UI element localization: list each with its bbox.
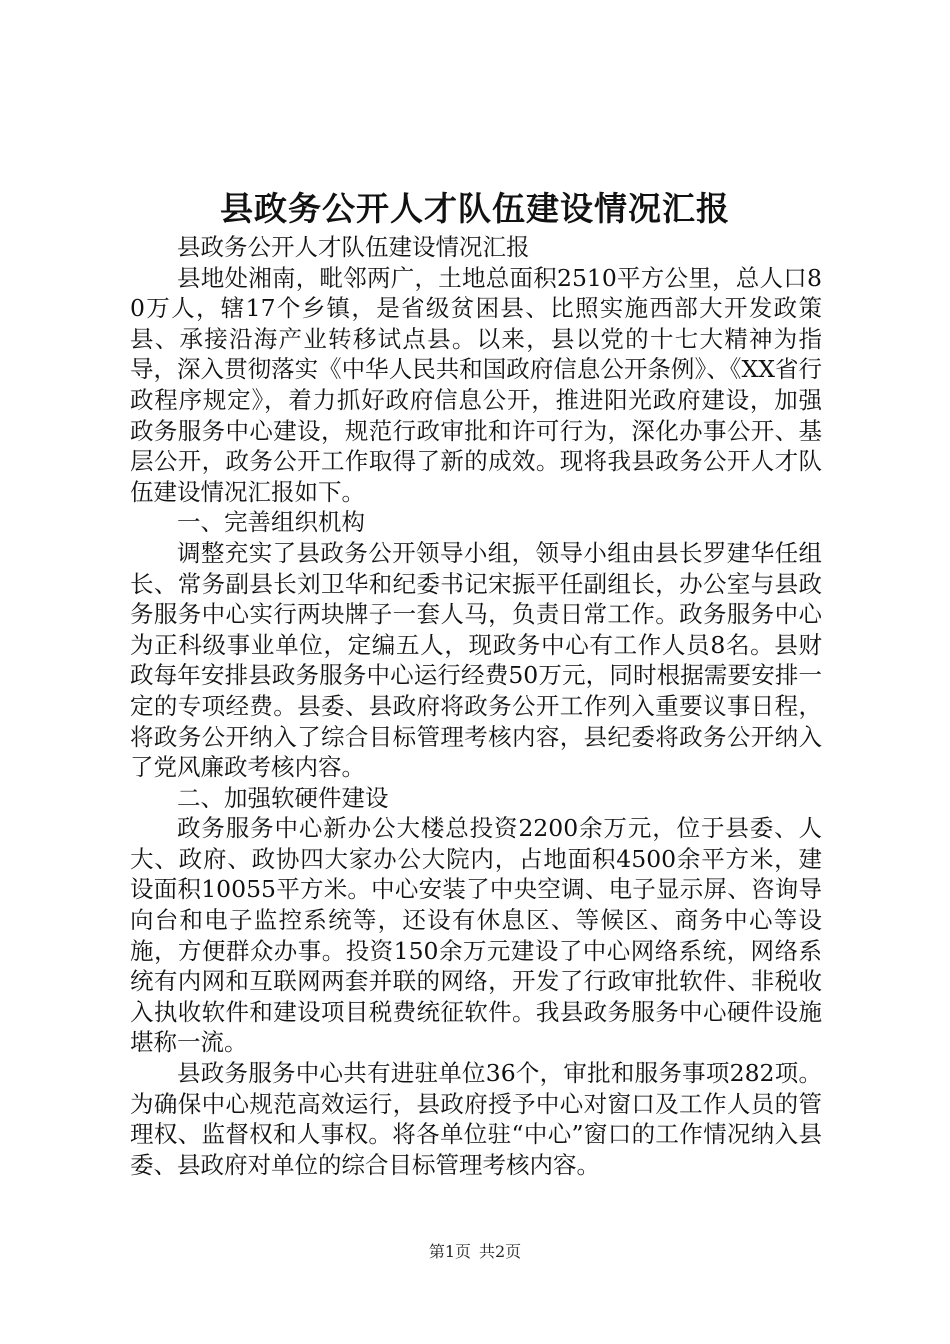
- page-total: 共2页: [479, 1242, 522, 1261]
- page-footer: [0, 1241, 950, 1263]
- document-title: 县政务公开人才队伍建设情况汇报: [220, 189, 730, 228]
- page-number: 第1页: [428, 1242, 471, 1261]
- section-heading-2: 二、加强软硬件建设: [177, 783, 389, 812]
- paragraph-service-center: 县政务服务中心共有进驻单位36个，审批和服务事项282项。为确保中心规范高效运行，县政府授予中心对窗口及工作人员的管理权、监督权和人事权。将各单位驻“中心”窗口的工作情况纳入县委、县政府对单位的综合目标管理考核内容。: [130, 1059, 822, 1179]
- document-body: [130, 232, 822, 1180]
- paragraph-intro: 县地处湘南，毗邻两广，土地总面积2510平方公里，总人口80万人，辖17个乡镇，是省级贫困县、比照实施西部大开发政策县、承接沿海产业转移试点县。以来，县以党的十七大精神为指导，深入贯彻落实《中华人民共和国政府信息公开条例》、《XX省行政程序规定》，着力抓好政府信息公开，推进阳光政府建设，加强政务服务中心建设，规范行政审批和许可行为，深化办事公开、基层公开，政务公开工作取得了新的成效。现将我县政务公开人才队伍建设情况汇报如下。: [130, 263, 822, 506]
- paragraph-organization: 调整充实了县政务公开领导小组，领导小组由县长罗建华任组长、常务副县长刘卫华和纪委书记宋振平任副组长，办公室与县政务服务中心实行两块牌子一套人马，负责日常工作。政务服务中心为正科级事业单位，定编五人，现政务中心有工作人员8名。县财政每年安排县政务服务中心运行经费50万元，同时根据需要安排一定的专项经费。县委、县政府将政务公开工作列入重要议事日程，将政务公开纳入了综合目标管理考核内容，县纪委将政务公开纳入了党风廉政考核内容。: [130, 538, 822, 782]
- paragraph-infrastructure: 政务服务中心新办公大楼总投资2200余万元，位于县委、人大、政府、政协四大家办公大院内，占地面积4500余平方米，建设面积10055平方米。中心安装了中央空调、电子显示屏、咨询导向台和电子监控系统等，还设有休息区、等候区、商务中心等设施，方便群众办事。投资150余万元建设了中心网络系统，网络系统有内网和互联网两套并联的网络，开发了行政审批软件、非税收入执收软件和建设项目税费统征软件。我县政务服务中心硬件设施堪称一流。: [130, 814, 822, 1057]
- paragraph-heading-repeat: 县政务公开人才队伍建设情况汇报: [177, 233, 530, 261]
- section-heading-1: 一、完善组织机构: [177, 508, 365, 537]
